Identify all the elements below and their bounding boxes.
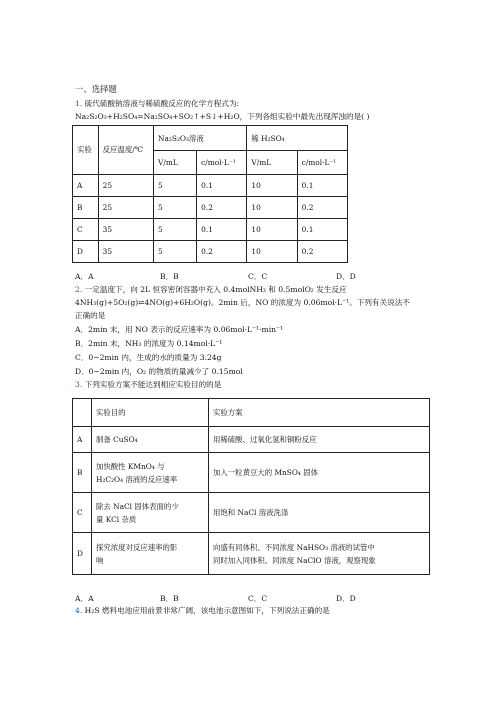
table-row	[73, 533, 430, 575]
q1-stem	[75, 99, 239, 109]
cell	[209, 427, 430, 453]
q3-header-plan: 实验方案	[209, 399, 430, 427]
q1-option-a: A．A	[75, 272, 94, 281]
q2-number: 2.	[75, 285, 83, 294]
cell	[92, 427, 209, 453]
q1-header-group1: Na₂S₂O₃溶液	[154, 126, 247, 151]
cell: 0.2	[197, 197, 247, 219]
cell: C	[73, 493, 92, 533]
cell: 35	[98, 241, 153, 263]
q2-option-b: B．2min 末，NH₃ 的浓度为 0.14mol·L⁻¹	[75, 339, 223, 348]
q1-sub-c1: c/mol·L⁻¹	[197, 151, 247, 175]
q1-stem-text: 硫代硫酸钠溶液与稀硫酸反应的化学方程式为:	[84, 99, 240, 108]
cell: 0.1	[297, 219, 347, 241]
cell: C	[73, 219, 99, 241]
cell	[92, 533, 209, 575]
table-row	[73, 219, 348, 241]
cell: D	[73, 241, 99, 263]
q3-table	[72, 398, 430, 575]
cell	[92, 453, 209, 493]
q1-header-exp: 实验	[73, 126, 99, 175]
q3-option-b: B．B	[160, 594, 179, 603]
cell: 35	[98, 219, 153, 241]
q3-option-a: A．A	[75, 594, 94, 603]
q2-option-d: D．0~2min 内，O₂ 的物质的量减少了 0.15mol	[75, 367, 243, 376]
cell: 0.1	[197, 175, 247, 197]
cell: 10	[247, 175, 297, 197]
q2-line3: 正确的是	[75, 311, 106, 320]
cell-text: 加快酸性 KMnO₄ 与	[96, 461, 165, 471]
cell: B	[73, 197, 99, 219]
cell-text: 量 KCl 杂质	[96, 514, 137, 524]
q3-option-c: C．C	[248, 594, 268, 603]
q4-stem	[75, 606, 330, 616]
q1-header-temp: 反应温度/℃	[98, 126, 153, 175]
cell-text: 加入一粒黄豆大的 MnSO₄ 固体	[213, 468, 319, 477]
q1-option-d: D．D	[336, 272, 356, 281]
q3-stem-text: 下列实验方案不能达到相应实验目的的是	[84, 380, 222, 389]
q2-option-a: A．2min 末，用 NO 表示的反应速率为 0.06mol·L⁻¹·min⁻¹	[75, 325, 284, 334]
q1-option-c: C．C	[248, 272, 268, 281]
cell: 0.2	[297, 241, 347, 263]
q3-number: 3.	[75, 380, 83, 389]
q1-option-b: B．B	[160, 272, 179, 281]
cell: 10	[247, 241, 297, 263]
q3-header-purpose: 实验目的	[92, 399, 209, 427]
q2-stem	[75, 285, 347, 295]
cell: 0.2	[197, 241, 247, 263]
q1-equation: Na₂S₂O₃+H₂SO₄=Na₂SO₄+SO₂↑+S↓+H₂O，下列各组实验中最先出现浑浊的是( )	[75, 112, 370, 121]
cell: B	[73, 453, 92, 493]
cell: 0.2	[297, 197, 347, 219]
cell-text: 同时加入同体积、同浓度 NaClO 溶液，观察现象	[213, 555, 376, 565]
q1-table	[72, 125, 348, 263]
cell: A	[73, 427, 92, 453]
cell: 25	[98, 175, 153, 197]
cell-text: 向盛有同体积、不同浓度 NaHSO₃ 溶液的试管中	[213, 542, 375, 552]
q2-line2: 4NH₃(g)+5O₂(g)⇌4NO(g)+6H₂O(g)。2min 后，NO 的浓度为 0.06mol·L⁻¹。下列有关说法不	[75, 298, 410, 307]
cell: 5	[154, 241, 197, 263]
q1-number: 1.	[75, 99, 83, 108]
cell: D	[73, 533, 92, 575]
cell: 5	[154, 219, 197, 241]
q1-sub-v2: V/mL	[247, 151, 297, 175]
q4-stem-text: H₂S 燃料电池应用前景非常广阔，该电池示意图如下，下列说法正确的是	[84, 606, 330, 615]
table-row	[73, 197, 348, 219]
q3-option-d: D．D	[336, 594, 356, 603]
table-row	[73, 175, 348, 197]
q2-line1: 一定温度下，向 2L 恒容密闭容器中充入 0.4molNH₃ 和 0.5molO₂ 发生反应	[84, 285, 347, 294]
cell: A	[73, 175, 99, 197]
cell: 0.1	[197, 219, 247, 241]
cell-text: 探究浓度对反应速率的影	[96, 542, 178, 552]
q3-header-blank	[73, 399, 92, 427]
q1-header-group2: 稀 H₂SO₄	[247, 126, 348, 151]
q4-number: 4.	[75, 606, 83, 615]
table-row	[73, 453, 430, 493]
cell	[209, 493, 430, 533]
q1-sub-v1: V/mL	[154, 151, 197, 175]
cell: 25	[98, 197, 153, 219]
cell	[209, 453, 430, 493]
cell-text: 除去 NaCl 固体表面的少	[96, 501, 179, 511]
table-row	[73, 493, 430, 533]
cell: 5	[154, 197, 197, 219]
cell-text: 用饱和 NaCl 溶液洗涤	[213, 508, 289, 517]
table-row	[73, 427, 430, 453]
cell	[209, 533, 430, 575]
q3-stem	[75, 380, 221, 390]
cell: 10	[247, 219, 297, 241]
cell-text: 响	[96, 555, 104, 565]
q2-option-c: C．0~2min 内，生成的水的质量为 3.24g	[75, 353, 222, 362]
cell-text: 制备 CuSO₄	[96, 435, 138, 444]
cell: 5	[154, 175, 197, 197]
cell	[92, 493, 209, 533]
q1-sub-c2: c/mol·L⁻¹	[297, 151, 347, 175]
cell-text: 用稀硫酸、过氧化氢和铜粉反应	[213, 435, 317, 444]
section-title: 一、选择题	[75, 84, 117, 94]
cell: 0.1	[297, 175, 347, 197]
table-row	[73, 241, 348, 263]
cell-text: H₂C₂O₄ 溶液的反应速率	[96, 474, 178, 484]
cell: 10	[247, 197, 297, 219]
